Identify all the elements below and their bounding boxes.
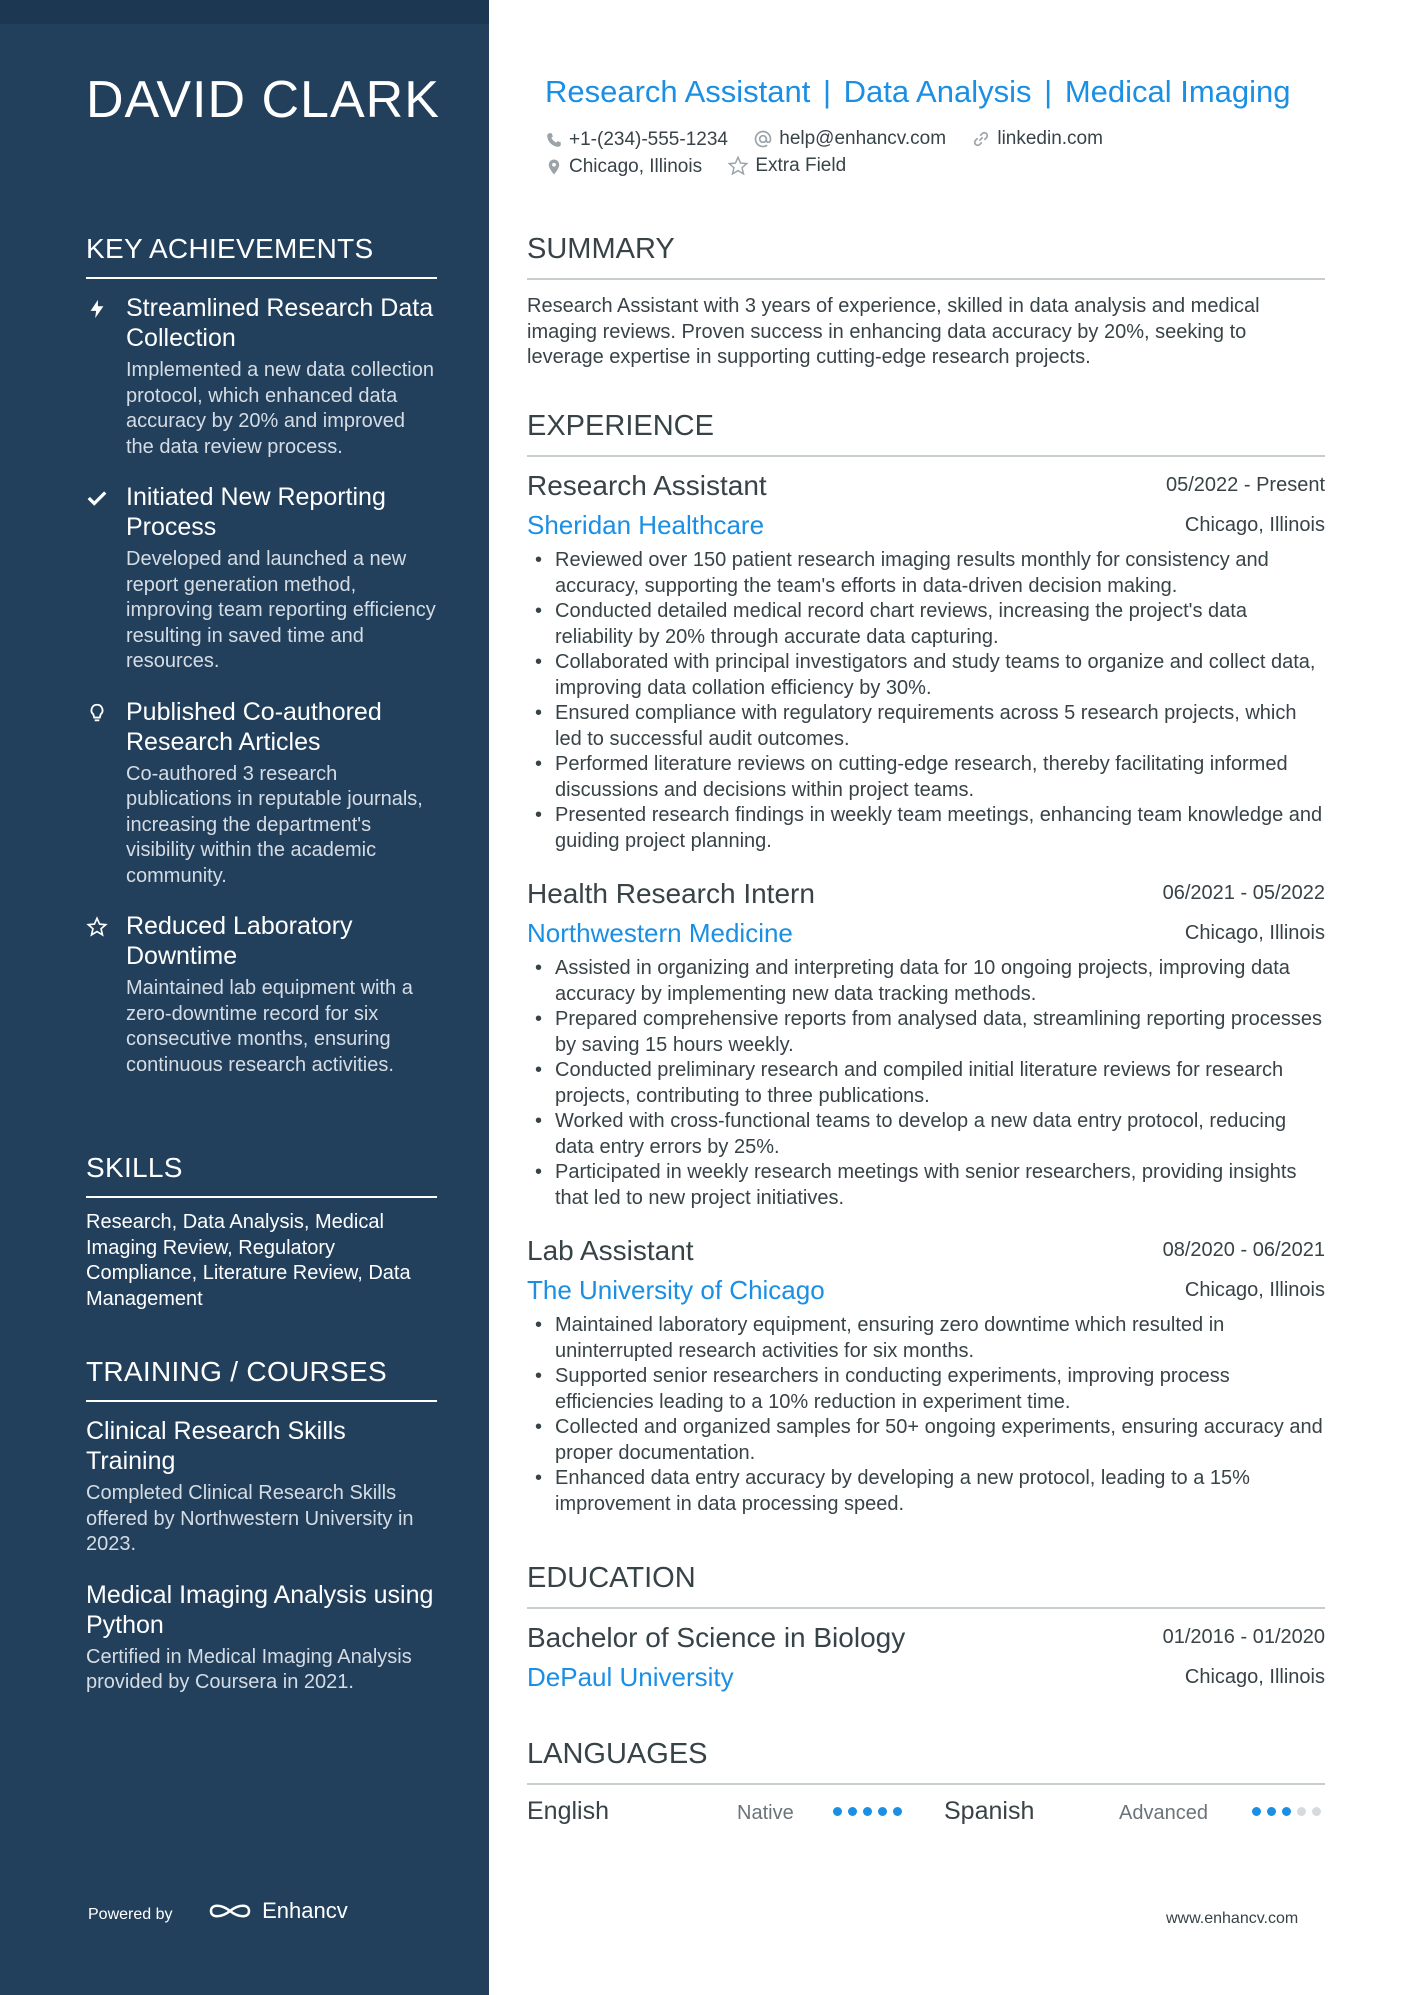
- powered-by-label: Powered by: [88, 1906, 173, 1923]
- course-desc: Certified in Medical Imaging Analysis provided by Coursera in 2021.: [86, 1645, 412, 1693]
- achievement-desc: Co-authored 3 research publications in reputable journals, increasing the department's visibility within the academic community.: [126, 762, 423, 887]
- job-bullet: • Prepared comprehensive reports from analysed data, streamlining reporting processes by saving 15 hours weekly.: [527, 1007, 1325, 1058]
- job-bullet: • Participated in weekly research meetings with senior researchers, providing insights that led to new project initiatives.: [527, 1160, 1325, 1211]
- job-bullets: [527, 548, 1325, 854]
- skills-section: [86, 1152, 437, 1312]
- education-location: Chicago, Illinois: [1184, 1666, 1325, 1688]
- rating-dot-empty: [1312, 1807, 1321, 1816]
- link-icon: [971, 129, 991, 149]
- course-item: [86, 1416, 437, 1558]
- job-dates: 05/2022 - Present: [1166, 474, 1325, 496]
- achievement-item: [86, 482, 437, 675]
- at-icon: [753, 129, 773, 149]
- achievement-desc: Developed and launched a new report generation method, improving team reporting efficiency resulting in saved time and resources.: [126, 548, 436, 672]
- achievement-item: [86, 911, 437, 1078]
- job-title: Lab Assistant: [527, 1235, 694, 1266]
- job-bullet: • Presented research findings in weekly team meetings, enhancing team knowledge and guiding project planning.: [527, 803, 1325, 854]
- course-title: Clinical Research Skills Training: [86, 1417, 346, 1475]
- summary-heading: SUMMARY: [527, 233, 1325, 280]
- job-title: Research Assistant: [527, 470, 767, 501]
- course-title: Medical Imaging Analysis using Python: [86, 1580, 434, 1639]
- job-bullet: • Ensured compliance with regulatory requirements across 5 research projects, which led to successful audit outcomes.: [527, 701, 1325, 752]
- headline-role: Data Analysis: [843, 74, 1032, 109]
- contact-extra: [727, 155, 846, 177]
- language-rating: [833, 1803, 908, 1821]
- job-bullet: • Maintained laboratory equipment, ensuring zero downtime which resulted in uninterrupted research activities for six months.: [527, 1313, 1325, 1364]
- contact-row: [545, 128, 1123, 155]
- star-icon: [86, 916, 108, 938]
- job-bullet: • Collaborated with principal investigators and study teams to organize and collect data, improving data collation efficiency by 30%.: [527, 650, 1325, 701]
- training-section: [86, 1356, 437, 1696]
- contact-link[interactable]: [971, 128, 1103, 150]
- rating-dot-filled: [893, 1807, 902, 1816]
- job-bullet: • Performed literature reviews on cutting-edge research, thereby facilitating informed discussions and decisions within project teams.: [527, 752, 1325, 803]
- skills-heading: SKILLS: [86, 1152, 437, 1198]
- enhancv-logo-text: Enhancv: [262, 1898, 348, 1923]
- rating-dot-empty: [1297, 1807, 1306, 1816]
- language-level-text: Native: [737, 1802, 794, 1824]
- job-entry: [527, 878, 1325, 1211]
- email-text: help@enhancv.com: [779, 128, 947, 149]
- check-icon: [86, 487, 108, 509]
- link-text: linkedin.com: [997, 128, 1103, 149]
- headline-separator: |: [1044, 74, 1053, 109]
- headline-role: Medical Imaging: [1064, 74, 1291, 109]
- education-heading: EDUCATION: [527, 1562, 1325, 1609]
- job-bullet: • Reviewed over 150 patient research imaging results monthly for consistency and accuracy, supporting the team's efforts in data-driven decision making.: [527, 548, 1325, 599]
- course-item: [86, 1580, 437, 1696]
- language-name: [944, 1797, 1034, 1826]
- achievement-item: [86, 697, 437, 890]
- headline: [545, 74, 1291, 110]
- phone-text: +1-(234)-555-1234: [569, 129, 728, 150]
- course-desc: Completed Clinical Research Skills offered by Northwestern University in 2023.: [86, 1482, 414, 1555]
- company-name[interactable]: Northwestern Medicine: [527, 918, 793, 948]
- languages-heading: LANGUAGES: [527, 1738, 1325, 1785]
- training-heading: TRAINING / COURSES: [86, 1356, 437, 1402]
- rating-dot-filled: [1252, 1807, 1261, 1816]
- enhancv-logo-icon: [207, 1899, 253, 1923]
- achievement-desc: Maintained lab equipment with a zero-downtime record for six consecutive months, ensuring continuous research activities.: [126, 977, 413, 1076]
- location-text: Chicago, Illinois: [569, 156, 703, 177]
- language-name-text: Spanish: [944, 1797, 1035, 1825]
- language-level-text: Advanced: [1119, 1802, 1208, 1824]
- job-bullet: • Collected and organized samples for 50+ ongoing experiments, ensuring accuracy and proper documentation.: [527, 1415, 1325, 1466]
- rating-dot-filled: [833, 1807, 842, 1816]
- job-bullet: • Conducted detailed medical record chart reviews, increasing the project's data reliability by 20% through accurate data capturing.: [527, 599, 1325, 650]
- education-entry: [527, 1622, 1325, 1700]
- language-level: [737, 1802, 794, 1825]
- rating-dot-filled: [863, 1807, 872, 1816]
- rating-dot-filled: [848, 1807, 857, 1816]
- job-bullets: [527, 1313, 1325, 1517]
- footer-url[interactable]: www.enhancv.com: [1166, 1910, 1299, 1927]
- job-location: Chicago, Illinois: [1184, 514, 1325, 536]
- contact-row: [545, 155, 866, 183]
- lightbulb-icon: [86, 702, 108, 724]
- company-name[interactable]: The University of Chicago: [527, 1275, 825, 1305]
- job-location: Chicago, Illinois: [1184, 1279, 1325, 1301]
- star-outline-icon: [727, 155, 749, 177]
- job-entry: [527, 1235, 1325, 1517]
- language-name-text: English: [527, 1797, 609, 1825]
- school-name[interactable]: DePaul University: [527, 1662, 734, 1692]
- job-bullet: • Supported senior researchers in conducting experiments, improving process efficiencies leading to a 10% reduction in experiment time.: [527, 1364, 1325, 1415]
- headline-role: Research Assistant: [545, 74, 811, 109]
- achievement-title: Streamlined Research Data Collection: [126, 294, 434, 352]
- job-dates: 06/2021 - 05/2022: [1162, 882, 1325, 904]
- job-bullet: • Assisted in organizing and interpreting data for 10 ongoing projects, improving data accuracy by implementing new data tracking methods.: [527, 956, 1325, 1007]
- headline-separator: |: [822, 74, 832, 109]
- contact-phone[interactable]: [545, 129, 728, 151]
- job-bullets: [527, 956, 1325, 1211]
- achievement-item: [86, 293, 437, 460]
- contact-email[interactable]: [753, 128, 946, 150]
- job-location: Chicago, Illinois: [1184, 922, 1325, 944]
- summary-text: Research Assistant with 3 years of experience, skilled in data analysis and medical imaging reviews. Proven success in enhancing data accuracy by 20%, seeking to leverage expertise in supporting cutting-edge research projects.: [527, 295, 1260, 368]
- achievement-title: Initiated New Reporting Process: [126, 483, 386, 541]
- education-dates: 01/2016 - 01/2020: [1162, 1626, 1325, 1648]
- contact-location: [545, 156, 702, 178]
- job-entry: [527, 470, 1325, 854]
- rating-dot-filled: [1267, 1807, 1276, 1816]
- achievement-title: Reduced Laboratory Downtime: [126, 912, 353, 970]
- extra-field-text: Extra Field: [755, 155, 847, 176]
- job-bullet: • Conducted preliminary research and compiled initial literature reviews for research projects, contributing to three publications.: [527, 1058, 1325, 1109]
- job-dates: 08/2020 - 06/2021: [1162, 1239, 1325, 1261]
- achievements-section: [86, 233, 437, 1078]
- location-pin-icon: [545, 157, 563, 177]
- phone-icon: [545, 131, 563, 149]
- company-name[interactable]: Sheridan Healthcare: [527, 510, 765, 540]
- language-name: [527, 1797, 609, 1826]
- rating-dot-filled: [878, 1807, 887, 1816]
- sidebar-top-bar: [0, 0, 489, 24]
- achievement-title: Published Co-authored Research Articles: [126, 697, 382, 756]
- job-bullet: • Worked with cross-functional teams to develop a new data entry protocol, reducing data entry errors by 25%.: [527, 1109, 1325, 1160]
- bolt-icon: [86, 298, 108, 320]
- degree-title: Bachelor of Science in Biology: [527, 1622, 906, 1653]
- candidate-name: DAVID CLARK: [86, 71, 440, 129]
- job-bullet: • Enhanced data entry accuracy by developing a new protocol, leading to a 15% improvement in data processing speed.: [527, 1466, 1325, 1517]
- achievement-desc: Implemented a new data collection protocol, which enhanced data accuracy by 20% and improved the data review process.: [126, 359, 434, 458]
- rating-dot-filled: [1282, 1807, 1291, 1816]
- skills-list: Research, Data Analysis, Medical Imaging Review, Regulatory Compliance, Literature Review, Data Management: [86, 1211, 411, 1310]
- enhancv-logo[interactable]: [207, 1898, 348, 1924]
- job-title: Health Research Intern: [527, 878, 815, 909]
- language-level: [1119, 1802, 1208, 1825]
- language-rating: [1252, 1803, 1327, 1821]
- achievements-heading: KEY ACHIEVEMENTS: [86, 233, 437, 279]
- sidebar: [0, 0, 489, 1995]
- experience-heading: EXPERIENCE: [527, 410, 1325, 457]
